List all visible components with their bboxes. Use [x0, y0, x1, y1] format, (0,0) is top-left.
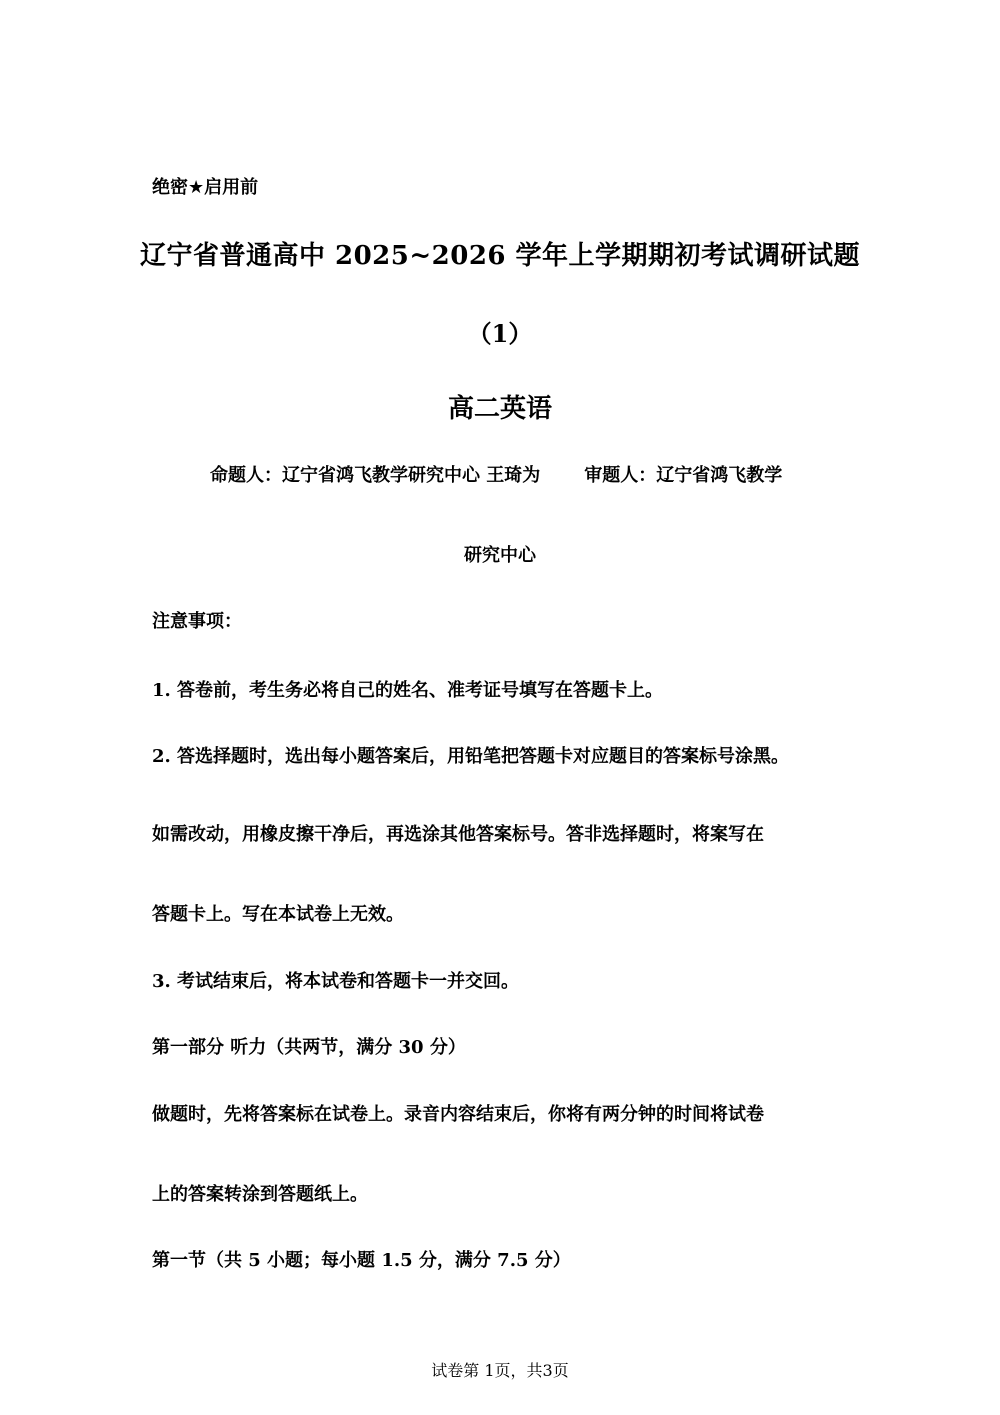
- note-item-2-line-2: 如需改动，用橡皮擦干净后，再选涂其他答案标号。答非选择题时，将案写在: [152, 824, 764, 845]
- exam-title: 辽宁省普通高中 2025~2026 学年上学期期初考试调研试题: [139, 241, 861, 271]
- part1-heading: 第一部分 听力（共两节，满分 30 分）: [152, 1037, 466, 1058]
- classification-suffix: 启用前: [204, 177, 259, 198]
- page-footer: 试卷第 1页，共3页: [431, 1361, 569, 1380]
- part1-instruction-line-1: 做题时，先将答案标在试卷上。录音内容结束后，你将有两分钟的时间将试卷: [152, 1104, 764, 1125]
- part1-instruction-line-2: 上的答案转涂到答题纸上。: [152, 1184, 368, 1205]
- exam-subject: 高二英语: [447, 394, 552, 424]
- authors-line: [210, 461, 782, 487]
- note-item-2-line-3: 答题卡上。写在本试卷上无效。: [152, 904, 404, 925]
- note-item-2-line-1: 2. 答选择题时，选出每小题答案后，用铅笔把答题卡对应题目的答案标号涂黑。: [152, 746, 790, 767]
- reviewer-continuation: 研究中心: [464, 545, 536, 566]
- question-setter: 命题人：辽宁省鸿飞教学研究中心 王琦为: [210, 465, 541, 486]
- note-item-3: 3. 考试结束后，将本试卷和答题卡一并交回。: [152, 971, 520, 992]
- classification-label: [152, 173, 258, 199]
- classification-prefix: 绝密: [152, 177, 188, 198]
- question-reviewer: 审题人：辽宁省鸿飞教学: [584, 465, 783, 486]
- section1-heading: 第一节（共 5 小题；每小题 1.5 分，满分 7.5 分）: [152, 1250, 571, 1271]
- note-item-1: 1. 答卷前，考生务必将自己的姓名、准考证号填写在答题卡上。: [152, 680, 664, 701]
- exam-title-number: （1）: [467, 319, 533, 348]
- star-icon: ★: [188, 177, 205, 198]
- notes-heading: 注意事项：: [152, 611, 242, 632]
